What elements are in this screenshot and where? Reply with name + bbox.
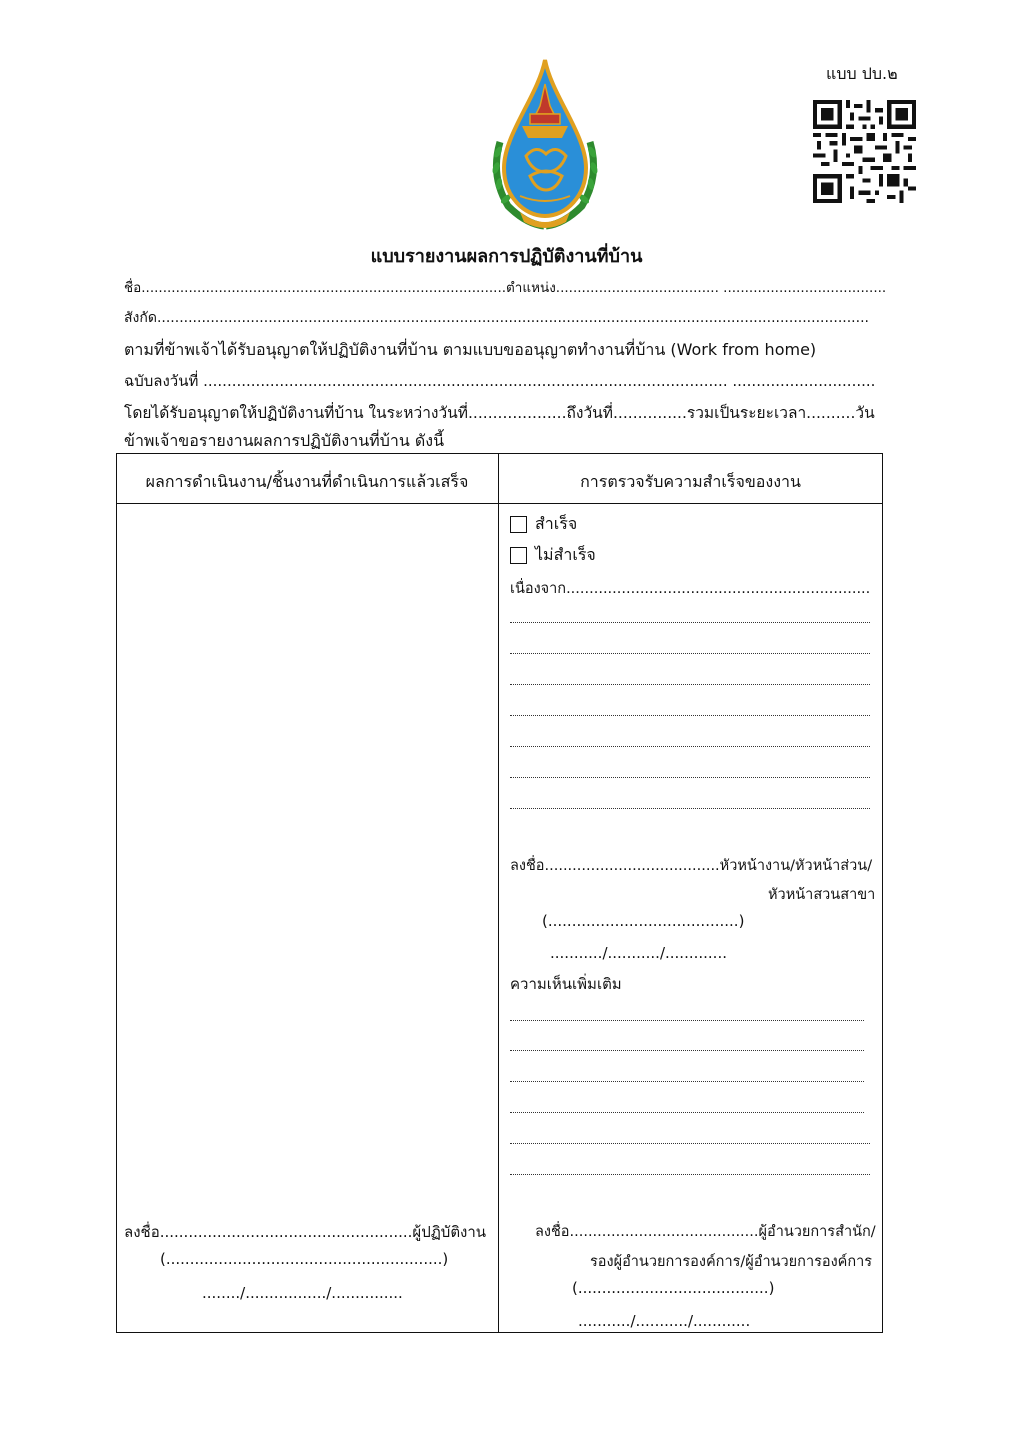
supervisor-title-line2: หัวหน้าสวนสาขา xyxy=(768,887,876,903)
fail-label: ไม่สำเร็จ xyxy=(535,545,596,564)
table-column-divider xyxy=(498,453,499,1333)
director-title-line2: รองผู้อำนวยการองค์การ/ผู้อำนวยการองค์การ xyxy=(590,1254,873,1270)
fail-option[interactable] xyxy=(510,543,596,568)
comment-line[interactable] xyxy=(510,1081,864,1082)
form-code: แบบ ปบ.๒ xyxy=(826,64,898,83)
supervisor-date-field[interactable]: .........../.........../............. xyxy=(550,944,727,962)
worker-date-field[interactable]: ......../................./............... xyxy=(202,1284,403,1302)
period-field[interactable]: โดยได้รับอนุญาตให้ปฏิบัติงานที่บ้าน ในระหว่างวันที่....................ถึงวันที่...............รวมเป็นระยะเวลา..........วัน xyxy=(124,404,875,422)
supervisor-signature-field[interactable]: ลงชื่อ......................................หัวหน้างาน/หัวหน้าส่วน/ xyxy=(510,858,873,874)
permission-statement: ตามที่ข้าพเจ้าได้รับอนุญาตให้ปฏิบัติงานที่บ้าน ตามแบบขออนุญาตทำงานที่บ้าน (Work from home) xyxy=(124,340,817,359)
report-intro: ข้าพเจ้าขอรายงานผลการปฏิบัติงานที่บ้าน ดังนี้ xyxy=(124,431,445,450)
comment-line[interactable] xyxy=(510,1174,870,1175)
reason-line[interactable] xyxy=(510,715,870,716)
comment-line[interactable] xyxy=(510,1143,870,1144)
organization-logo xyxy=(486,56,604,232)
checkbox-icon[interactable] xyxy=(510,547,527,564)
comment-line[interactable] xyxy=(510,1050,864,1051)
success-option[interactable] xyxy=(510,512,577,537)
table-header-divider xyxy=(116,503,883,504)
director-signature-field[interactable]: ลงชื่อ.........................................ผู้อำนวยการสำนัก/ xyxy=(535,1224,876,1240)
director-date-field[interactable]: .........../.........../............ xyxy=(578,1312,751,1330)
director-name-field[interactable]: (........................................) xyxy=(572,1279,775,1297)
reason-line[interactable] xyxy=(510,777,870,778)
qr-code-icon xyxy=(813,100,916,203)
dated-field[interactable]: ฉบับลงวันที่ .............................................................................................................. .............................. xyxy=(124,372,876,390)
col-results-header: ผลการดำเนินงาน/ชิ้นงานที่ดำเนินการแล้วเสร็จ xyxy=(145,472,469,491)
reason-line[interactable] xyxy=(510,653,870,654)
reason-line[interactable] xyxy=(510,684,870,685)
form-title: แบบรายงานผลการปฏิบัติงานที่บ้าน xyxy=(370,246,643,267)
worker-signature-field[interactable]: ลงชื่อ.....................................................ผู้ปฏิบัติงาน xyxy=(124,1223,487,1241)
reason-line[interactable] xyxy=(510,746,870,747)
comment-line[interactable] xyxy=(510,1112,864,1113)
affiliation-field[interactable]: สังกัด................................................................................................................................................................ xyxy=(124,310,869,326)
reason-line[interactable] xyxy=(510,808,870,809)
name-position-field[interactable]: ชื่อ.....................................................................................ตำแหน่ง...................................... ...................................... xyxy=(124,280,887,296)
checkbox-icon[interactable] xyxy=(510,516,527,533)
col-acceptance-header: การตรวจรับความสำเร็จของงาน xyxy=(580,472,801,491)
because-field[interactable]: เนื่องจาก.................................................................. xyxy=(510,581,871,597)
worker-name-field[interactable]: (..........................................................) xyxy=(160,1250,449,1268)
additional-comment-label: ความเห็นเพิ่มเติม xyxy=(510,975,622,993)
reason-line[interactable] xyxy=(510,622,870,623)
success-label: สำเร็จ xyxy=(535,514,578,533)
supervisor-name-field[interactable]: (........................................) xyxy=(542,912,745,930)
comment-line[interactable] xyxy=(510,1020,864,1021)
